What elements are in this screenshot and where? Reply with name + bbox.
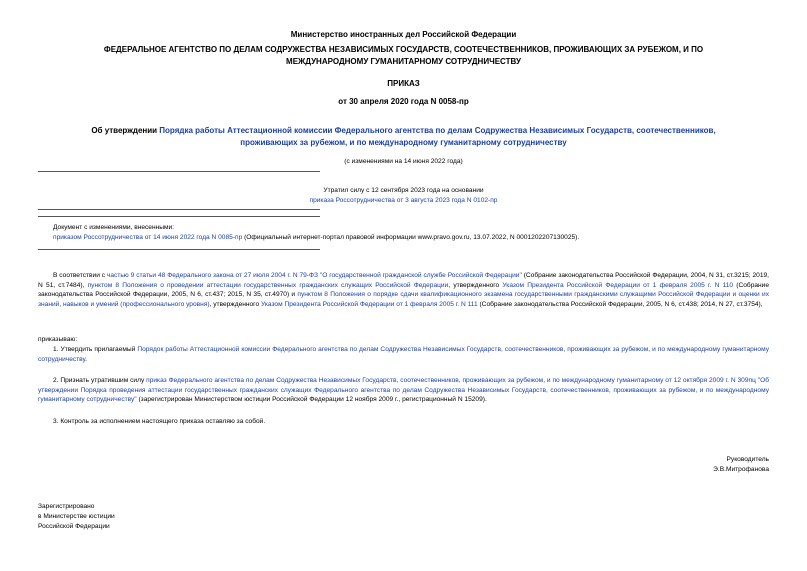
amendments-line (53, 233, 769, 243)
preamble-text: (Собрание законодательства Российской Федерации, 2004, N 31, ст.3215; 2019, N 51, ст.7484), (38, 272, 770, 289)
divider (38, 249, 320, 250)
item-text: 1. Утвердить прилагаемый (53, 346, 138, 353)
order-item-2 (38, 376, 769, 405)
title-link-continued[interactable]: проживающих за рубежом, и по международному гуманитарному сотрудничеству (240, 138, 567, 147)
divider (38, 209, 320, 210)
doc-title (0, 125, 807, 149)
agency-name-line1: ФЕДЕРАЛЬНОЕ АГЕНТСТВО ПО ДЕЛАМ СОДРУЖЕСТВА НЕЗАВИСИМЫХ ГОСУДАРСТВ, СООТЕЧЕСТВЕННИКОВ, ПРОЖИВАЮЩИХ ЗА РУБЕЖОМ, И ПО (103, 45, 704, 54)
preamble-text: (Собрание законодательства Российской Федерации, 2005, N 6, ст.437; 2015, N 35, ст.4970) и (38, 281, 770, 299)
lost-force-link[interactable]: приказа Россотрудничества от 3 августа 2023 года N 0102-пр (309, 197, 498, 204)
regulation-link[interactable]: пунктом 8 Положения о проведении аттестации государственных гражданских служащих Российской Федерации (87, 281, 449, 289)
doc-date: от 30 апреля 2020 года N 0058-пр (338, 97, 469, 106)
changes-note: (с изменениями на 14 июня 2022 года) (344, 158, 463, 165)
agency-name-line2: МЕЖДУНАРОДНОМУ ГУМАНИТАРНОМУ СОТРУДНИЧЕСТВУ (286, 57, 521, 66)
preamble-text: (Собрание законодательства Российской Федерации, 2005, N 6, ст.438; 2014, N 27, ст.3754), (477, 300, 763, 308)
registration-line1: Зарегистрировано (38, 503, 95, 510)
decree-110-link[interactable]: Указом Президента Российской Федерации от 1 февраля 2005 г. N 110 (502, 281, 734, 289)
preamble-text: , утвержденного (209, 300, 261, 308)
preamble-text: В соответствии с (53, 272, 107, 279)
signature-position: Руководитель (726, 456, 769, 463)
exam-regulation-link[interactable]: пунктом 8 Положения о порядке сдачи квалификационного экзамена государственными гражданскими служащими Российской Федерации и оценки их знаний, навыков и умений (профессионального уровня) (38, 291, 769, 308)
item-text: (зарегистрирован Министерством юстиции Российской Федерации 12 ноября 2009 г., регистрационный N 15209). (136, 396, 487, 404)
preamble-paragraph (38, 271, 769, 309)
amendments-label: Документ с изменениями, внесенными: (53, 224, 175, 231)
law-link[interactable]: частью 9 статьи 48 Федерального закона от 27 июля 2004 г. N 79-ФЗ "О государственной гражданской службе Российской Федерации" (106, 272, 522, 279)
repealed-order-link[interactable]: приказ Федерального агентства по делам Содружества Независимых Государств, соотечественников, проживающих за рубежом, и по международному гуманитарному от 12 октября 2009 г. N 309пц "Об утверждении Порядка проведения аттестации государственных гражданских служащих Федерального агентства по делам Содружества Независимых Государств, соотечественников, проживающих за рубежом, и по международному гуманитарному сотрудничеству" (38, 377, 769, 404)
order-item-3: 3. Контроль за исполнением настоящего приказа оставляю за собой. (53, 418, 266, 425)
doc-type: ПРИКАЗ (387, 79, 420, 88)
item-text: 2. Признать утратившим силу (53, 377, 147, 384)
title-prefix: Об утверждении (91, 126, 160, 135)
divider (38, 171, 320, 172)
registration-line2: в Министерстве юстиции (38, 513, 115, 520)
amendments-source: (Официальный интернет-портал правовой информации www.pravo.gov.ru, 13.07.2022, N 0001202207130025). (242, 234, 580, 241)
decree-111-link[interactable]: Указом Президента Российской Федерации от 1 февраля 2005 г. N 111 (260, 300, 478, 308)
preamble-text: , утвержденного (448, 281, 503, 289)
ministry-name: Министерство иностранных дел Российской Федерации (290, 30, 517, 39)
procedure-link[interactable]: Порядок работы Аттестационной комиссии Федерального агентства по делам Содружества Независимых Государств, соотечественников, проживающих за рубежом, и по международному гуманитарному сотрудничеству (38, 346, 769, 363)
item-text: . (85, 355, 88, 363)
title-link[interactable]: Порядка работы Аттестационной комиссии Федерального агентства по делам Содружества Независимых Государств, соотечественников, (159, 126, 716, 135)
divider (38, 216, 320, 217)
registration-line3: Российской Федерации (38, 523, 110, 530)
order-item-1 (38, 345, 769, 364)
lost-force-text: Утратил силу с 12 сентября 2023 года на основании (323, 187, 484, 194)
amendments-link[interactable]: приказом Россотрудничества от 14 июня 2022 года N 0085-пр (53, 234, 243, 241)
order-word: приказываю: (38, 336, 78, 343)
signature-name: Э.В.Митрофанова (713, 466, 769, 473)
